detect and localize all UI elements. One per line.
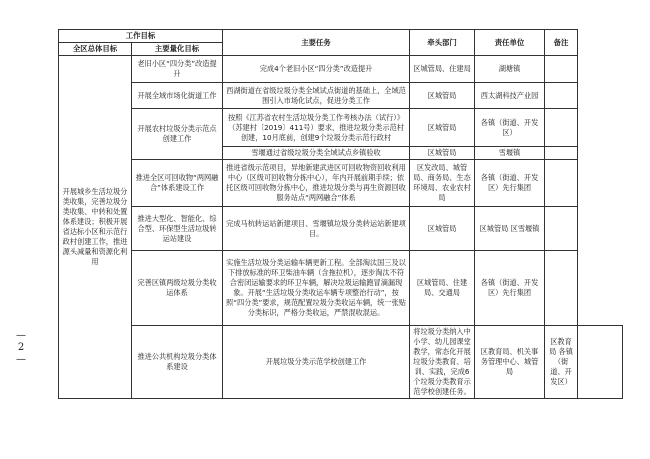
remark-cell	[545, 109, 578, 147]
table-row	[59, 251, 623, 326]
quant-target-cell: 推进全区可回收物“两网融合”体系建设工作	[132, 160, 223, 207]
quant-target-cell: 开展垃圾分类示范学校创建工作	[223, 326, 410, 399]
page-number	[14, 330, 28, 366]
unit-cell: 各镇（街道、开发区）	[475, 109, 545, 147]
quant-target-cell: 推进大型化、智能化、综合型、环保型生活垃圾转运站建设	[132, 207, 223, 251]
unit-cell: 区教育局 各镇（街道、开发区）	[545, 326, 578, 399]
task-cell: 推进省级示范项目，异地新建武进区可回收物资回收利用中心（区级可回收物分拣中心），年内开展前期手续；依托区级可回收物分拣中心，推进垃圾分类与再生资源回收服务站点“两网融合”体系	[223, 160, 410, 207]
quant-target-cell: 开展农村垃圾分类示范点创建工作	[132, 109, 223, 160]
header-lead-dept: 牵头部门	[410, 30, 475, 56]
header-row-1	[59, 30, 623, 43]
table-row	[59, 109, 623, 147]
remark-cell	[545, 207, 578, 251]
header-overall-target: 全区总体目标	[59, 43, 132, 56]
page-number-value: 2	[17, 342, 25, 353]
remark-cell	[545, 251, 578, 326]
task-table	[58, 29, 623, 399]
header-work-target: 工作目标	[59, 30, 223, 43]
dept-cell: 区发改局、城管局、商务局、生态环境局、农业农村局	[410, 160, 475, 207]
task-cell: 雪堰通过省级垃圾分类全域试点乡镇验收	[223, 147, 410, 160]
unit-cell: 湖塘镇	[475, 56, 545, 83]
task-cell: 将垃圾分类纳入中小学、幼儿园课堂教学，常态化开展垃圾分类教育、培训、实践，完成6个垃圾分类教育示范学校创建任务。	[410, 326, 475, 399]
task-cell: 完成4个老旧小区“四分类”改造提升	[223, 56, 410, 83]
table-row	[59, 207, 623, 251]
unit-cell: 雪堰镇	[475, 147, 545, 160]
remark-cell	[545, 83, 578, 109]
quant-target-cell: 老旧小区“四分类”改造提升	[132, 56, 223, 83]
table-row	[59, 160, 623, 207]
unit-cell: 西太湖科技产业园	[475, 83, 545, 109]
header-remark: 备注	[545, 30, 578, 56]
remark-cell	[545, 56, 578, 83]
page-number-dash-top: —	[16, 330, 26, 341]
dept-cell: 区城管局	[410, 207, 475, 251]
remark-cell	[545, 160, 578, 207]
overall-target-cell-2: 推进公共机构垃圾分类体系建设	[132, 326, 223, 399]
unit-cell: 各镇（街道、开发区）先行集团	[475, 251, 545, 326]
unit-cell: 各镇（街道、开发区）先行集团	[475, 160, 545, 207]
remark-cell	[545, 147, 578, 160]
table-row	[59, 56, 623, 83]
quant-target-cell: 开展全域市场化街道工作	[132, 83, 223, 109]
task-cell: 实施生活垃圾分类运输车辆更新工程。全部淘汰国三及以下排放标准的环卫柴油车辆（含拖拉机），逐步淘汰不符合密闭运输要求的环卫车辆，解决垃圾运输跑冒滴漏现象。开展“生活垃圾分类收运车辆专项整治行动”，按照“四分类”要求，规范配置垃圾分类收运车辆，统一张贴分类标识，严格分类收运，严禁混收混运。	[223, 251, 410, 326]
dept-cell: 区教育局、机关事务管理中心、城管局	[475, 326, 545, 399]
unit-cell: 区城管局 区雪堰镇	[475, 207, 545, 251]
dept-cell: 区城管局	[410, 109, 475, 147]
task-cell: 西湖街道在省级垃圾分类全域试点街道的基础上，全域范围引入市场化试点，促进分类工作	[223, 83, 410, 109]
header-resp-unit: 责任单位	[475, 30, 545, 56]
quant-target-cell: 完善区镇两级垃圾分类收运体系	[132, 251, 223, 326]
task-cell: 完成马杭转运站新建项目、雪堰镇垃圾分类转运站新建项目。	[223, 207, 410, 251]
overall-target-cell: 开展城乡生活垃圾分类收集，完善垃圾分类收集、中转和处置体系建设；积极开展省达标小区和示范行政村创建工作，推进源头减量和资源化利用	[59, 56, 132, 399]
page-number-dash-bottom: —	[16, 354, 26, 365]
dept-cell: 区城管局、住建局	[410, 56, 475, 83]
dept-cell: 区城管局、住建局、交通局	[410, 251, 475, 326]
table-row	[59, 83, 623, 109]
header-quant-target: 主要量化目标	[132, 43, 223, 56]
table-row	[59, 326, 623, 399]
task-cell: 按照《江苏省农村生活垃圾分类工作考核办法（试行）》（苏建村〔2019〕411号）要求，推进垃圾分类示范村创建，10月底前，创建9个垃圾分类示范行政村	[223, 109, 410, 147]
dept-cell: 区城管局	[410, 147, 475, 160]
remark-cell	[578, 326, 623, 399]
header-main-task: 主要任务	[223, 30, 410, 56]
dept-cell: 区城管局	[410, 83, 475, 109]
